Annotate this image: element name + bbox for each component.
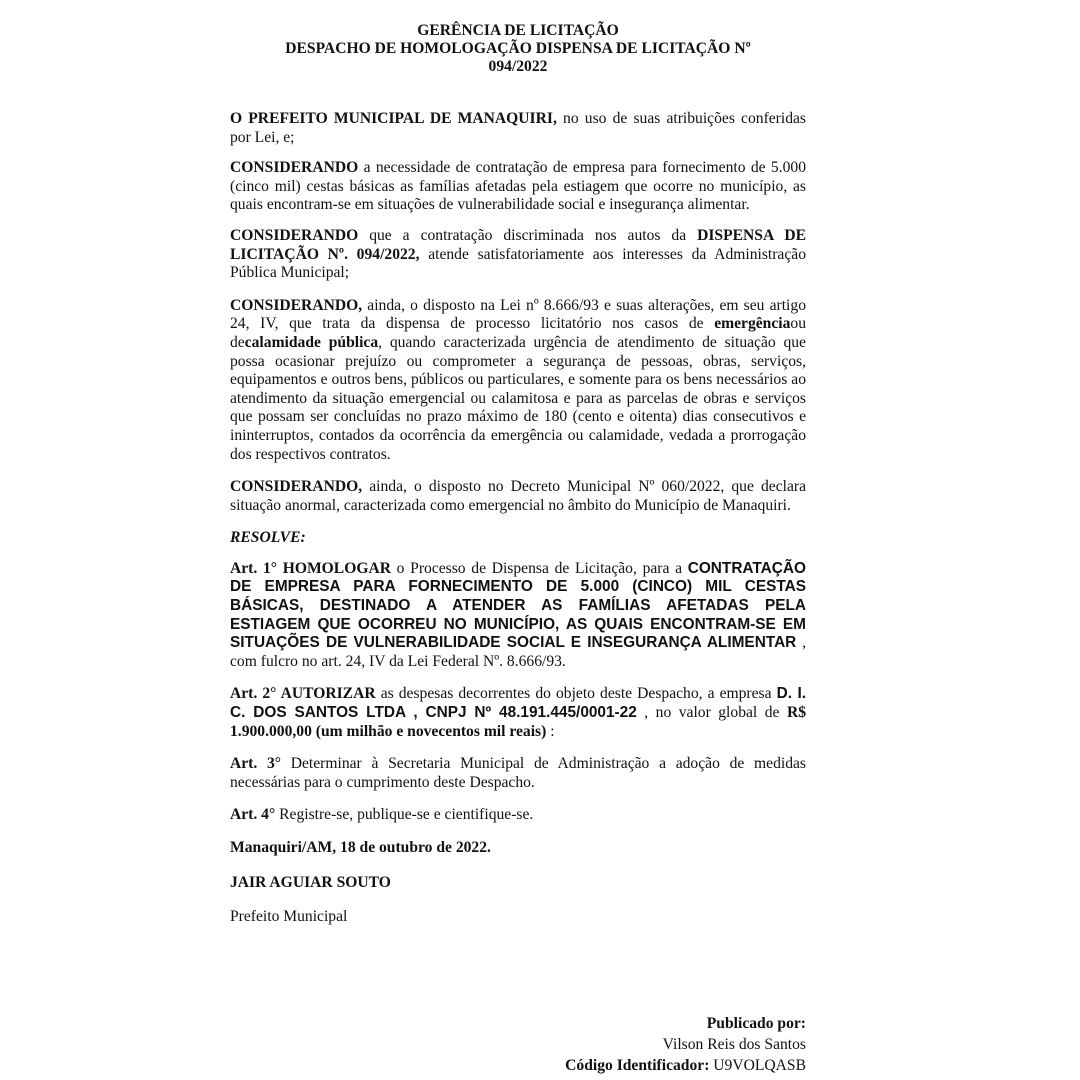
considerando-2-text-a: que a contratação discriminada nos autos da bbox=[358, 226, 698, 244]
header-number: 094/2022 bbox=[488, 58, 548, 75]
considerando-2-dispensa: DISPENSA DE LICITAÇÃO Nº. 094/2022, bbox=[230, 226, 806, 263]
considerando-1-text: a necessidade de contratação de empresa para fornecimento de 5.000 (cinco mil) cestas básicas as famílias afetadas pela estiagem que ocorre no município, as quais encontram-se em situações de vulnerabilidade social e insegurança alimentar. bbox=[230, 159, 806, 214]
article-3 bbox=[230, 755, 806, 792]
paragraph-considerando-4 bbox=[230, 478, 806, 515]
considerando-3-text-b: ou de bbox=[230, 315, 806, 351]
article-1 bbox=[230, 560, 806, 672]
publisher-name: Vilson Reis dos Santos bbox=[662, 1036, 806, 1053]
article-1-object: CONTRATAÇÃO DE EMPRESA PARA FORNECIMENTO DE 5.000 (CINCO) MIL CESTAS BÁSICAS, DESTINADO A ATENDER AS FAMÍLIAS AFETADAS PELA ESTIAGEM QUE OCORREU NO MUNICÍPIO, AS QUAIS ENCONTRAM-SE EM SITUAÇÕES DE VULNERABILIDADE SOCIAL E INSEGURANÇA ALIMENTAR bbox=[230, 559, 806, 652]
published-by-label: Publicado por: bbox=[706, 1015, 806, 1032]
considerando-2-text-b: atende satisfatoriamente aos interesses da Administração Pública Municipal; bbox=[230, 245, 806, 282]
signer-name: JAIR AGUIAR SOUTO bbox=[230, 873, 391, 891]
identifier-code: U9VOLQASB bbox=[713, 1057, 806, 1074]
publication-block bbox=[565, 1013, 806, 1076]
signer-role: Prefeito Municipal bbox=[230, 908, 348, 926]
mayor-title: O PREFEITO MUNICIPAL DE MANAQUIRI, bbox=[230, 110, 557, 127]
article-1-text-a: o Processo de Dispensa de Licitação, para a bbox=[390, 559, 688, 577]
article-2-value: R$ 1.900.000,00 (um milhão e novecentos mil reais) bbox=[230, 704, 806, 740]
considerando-3-emergencia: emergência bbox=[714, 315, 791, 333]
article-4-text: Registre-se, publique-se e cientifique-se. bbox=[275, 806, 534, 824]
considerando-3-label: CONSIDERANDO, bbox=[230, 296, 363, 314]
paragraph-considerando-1 bbox=[230, 159, 806, 215]
article-2-label: Art. 2° AUTORIZAR bbox=[230, 685, 376, 703]
considerando-3-text-a: ainda, o disposto na Lei nº 8.666/93 e suas alterações, em seu artigo 24, IV, que trata da dispensa de processo licitatório nos casos de bbox=[230, 296, 806, 333]
document-header bbox=[230, 22, 806, 76]
article-2 bbox=[230, 685, 806, 741]
considerando-2-label: CONSIDERANDO bbox=[230, 226, 359, 244]
considerando-3-calamidade: calamidade pública bbox=[244, 333, 379, 351]
considerando-4-text: ainda, o disposto no Decreto Municipal Nº 060/2022, que declara situação anormal, caracterizada como emergencial no âmbito do Município de Manaquiri. bbox=[230, 478, 806, 514]
paragraph-mayor bbox=[230, 110, 806, 147]
mayor-text: no uso de suas atribuições conferidas por Lei, e; bbox=[230, 110, 806, 146]
article-1-text-b: , com fulcro no art. 24, IV da Lei Federal Nº. 8.666/93. bbox=[230, 634, 807, 670]
paragraph-considerando-2 bbox=[230, 227, 806, 283]
article-2-text-b: , no valor global de bbox=[636, 704, 787, 722]
paragraph-considerando-3 bbox=[230, 297, 806, 464]
identifier-code-label: Código Identificador: bbox=[565, 1057, 710, 1074]
article-1-label: Art. 1° HOMOLOGAR bbox=[230, 559, 391, 577]
considerando-4-label: CONSIDERANDO, bbox=[230, 478, 363, 496]
header-title: DESPACHO DE HOMOLOGAÇÃO DISPENSA DE LICITAÇÃO Nº bbox=[285, 40, 751, 57]
article-2-text-a: as despesas decorrentes do objeto deste Despacho, a empresa bbox=[375, 685, 777, 703]
considerando-1-label: CONSIDERANDO bbox=[230, 159, 359, 177]
article-3-text: Determinar à Secretaria Municipal de Administração a adoção de medidas necessárias para o cumprimento deste Despacho. bbox=[230, 755, 806, 791]
header-department: GERÊNCIA DE LICITAÇÃO bbox=[417, 22, 619, 39]
document-page bbox=[230, 22, 806, 927]
article-3-label: Art. 3° bbox=[230, 755, 282, 773]
article-2-company: D. I. C. DOS SANTOS LTDA , CNPJ Nº 48.191.445/0001-22 bbox=[230, 685, 806, 722]
article-4 bbox=[230, 806, 806, 825]
considerando-3-text-c: , quando caracterizada urgência de atendimento de situação que possa ocasionar prejuízo ou comprometer a segurança de pessoas, obras, serviços, equipamentos e outros bens, públicos ou particulares, e somente para os bens necessários ao atendimento da situação emergencial ou calamitosa e para as parcelas de obras e serviços que possam ser concluídas no prazo máximo de 180 (cento e oitenta) dias consecutivos e ininterruptos, contados da ocorrência da emergência ou calamidade, vedada a prorrogação dos respectivos contratos. bbox=[230, 333, 806, 463]
date-text: Manaquiri/AM, 18 de outubro de 2022. bbox=[230, 839, 491, 856]
resolve-heading: RESOLVE: bbox=[230, 529, 306, 547]
article-4-label: Art. 4° bbox=[230, 806, 276, 824]
article-2-text-c: : bbox=[546, 722, 555, 740]
date-line bbox=[230, 839, 806, 858]
